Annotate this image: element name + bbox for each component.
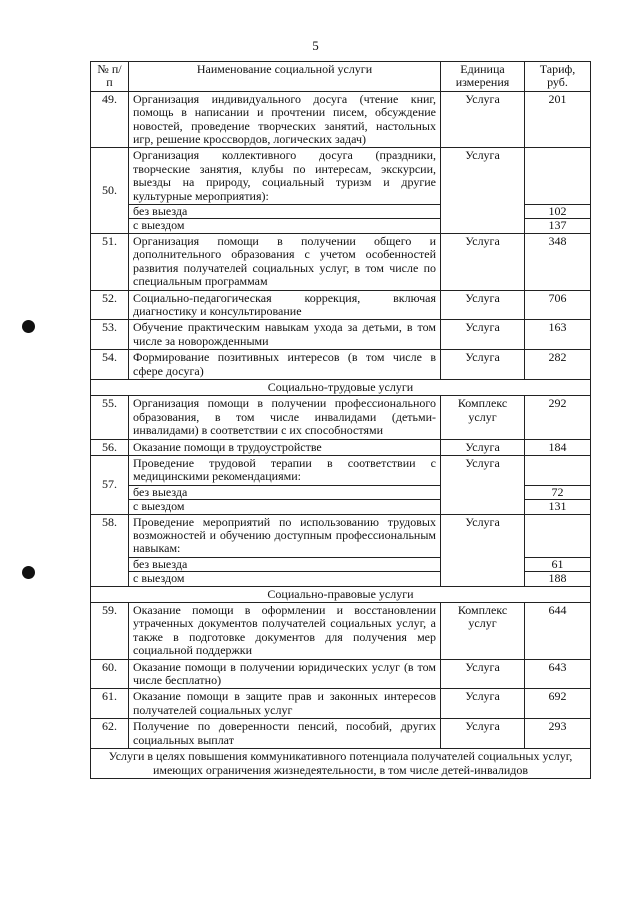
service-name: Получение по доверенности пенсий, пособий, других социальных выплат xyxy=(129,719,441,749)
table-row xyxy=(91,350,591,380)
service-name: Оказание помощи в оформлении и восстановлении утраченных документов получателей социальных услуг, а также в подготовке документов для получения мер социальной поддержки xyxy=(129,603,441,660)
row-num: 61. xyxy=(91,689,129,719)
service-tariff: 643 xyxy=(525,659,591,689)
table-row xyxy=(91,439,591,455)
variant-label: с выездом xyxy=(129,572,441,586)
service-unit: Услуга xyxy=(441,719,525,749)
row-num: 62. xyxy=(91,719,129,749)
row-num: 53. xyxy=(91,320,129,350)
variant-label: без выезда xyxy=(129,485,441,499)
service-name: Оказание помощи в получении юридических услуг (в том числе бесплатно) xyxy=(129,659,441,689)
page-number: 5 xyxy=(312,38,319,53)
service-tariff: 692 xyxy=(525,689,591,719)
service-unit: Услуга xyxy=(441,233,525,290)
service-tariff: 644 xyxy=(525,603,591,660)
service-unit: Услуга xyxy=(441,320,525,350)
service-name: Оказание помощи в защите прав и законных интересов получателей социальных услуг xyxy=(129,689,441,719)
service-unit: Комплекс услуг xyxy=(441,603,525,660)
row-num: 59. xyxy=(91,603,129,660)
service-tariff: 293 xyxy=(525,719,591,749)
row-num: 52. xyxy=(91,290,129,320)
table-row xyxy=(91,455,591,485)
service-tariff: 706 xyxy=(525,290,591,320)
service-tariff: 137 xyxy=(525,219,591,233)
table-row xyxy=(91,396,591,439)
row-num: 60. xyxy=(91,659,129,689)
row-num: 54. xyxy=(91,350,129,380)
service-unit: Услуга xyxy=(441,350,525,380)
service-tariff: 72 xyxy=(525,485,591,499)
variant-label: с выездом xyxy=(129,500,441,514)
row-num: 56. xyxy=(91,439,129,455)
service-tariff: 292 xyxy=(525,396,591,439)
section-title-legal: Социально-правовые услуги xyxy=(91,586,591,602)
table-row xyxy=(91,91,591,148)
header-num: № п/п xyxy=(91,62,129,92)
variant-label: без выезда xyxy=(129,205,441,219)
service-tariff: 131 xyxy=(525,500,591,514)
variant-label: без выезда xyxy=(129,557,441,571)
row-num: 55. xyxy=(91,396,129,439)
service-unit: Услуга xyxy=(441,91,525,148)
table-row xyxy=(91,719,591,749)
section-row xyxy=(91,586,591,602)
service-name: Проведение трудовой терапии в соответствии с медицинскими рекомендациями: xyxy=(129,455,441,485)
section-row xyxy=(91,379,591,395)
service-tariff: 348 xyxy=(525,233,591,290)
row-num: 57. xyxy=(91,455,129,514)
service-name: Организация коллективного досуга (праздники, творческие занятия, клубы по интересам, экскурсии, выезды на природу, социальный туризм и другие культурные мероприятия): xyxy=(129,148,441,205)
service-unit: Услуга xyxy=(441,689,525,719)
service-unit: Услуга xyxy=(441,439,525,455)
table-row xyxy=(91,320,591,350)
row-num: 50. xyxy=(91,148,129,233)
service-name: Организация индивидуального досуга (чтение книг, помощь в написании и прочтении писем, обсуждение новостей, проведение творческих занятий, настольных игр, решение кроссвордов, логических задач) xyxy=(129,91,441,148)
header-tariff: Тариф, руб. xyxy=(525,62,591,92)
service-unit: Услуга xyxy=(441,514,525,586)
service-unit: Услуга xyxy=(441,290,525,320)
service-tariff: 201 xyxy=(525,91,591,148)
service-tariff: 102 xyxy=(525,205,591,219)
service-unit: Услуга xyxy=(441,148,525,233)
section-row xyxy=(91,749,591,779)
section-title-labor: Социально-трудовые услуги xyxy=(91,379,591,395)
service-name: Организация помощи в получении общего и дополнительного образования с учетом особенностей развития получателей социальных услуг, в том числе по специальным программам xyxy=(129,233,441,290)
service-tariff: 61 xyxy=(525,557,591,571)
service-tariff: 184 xyxy=(525,439,591,455)
header-unit: Единица измерения xyxy=(441,62,525,92)
row-num: 51. xyxy=(91,233,129,290)
service-tariff: 282 xyxy=(525,350,591,380)
row-num: 49. xyxy=(91,91,129,148)
service-name: Организация помощи в получении профессионального образования, в том числе инвалидами (детьми-инвалидами) в соответствии с их способностями xyxy=(129,396,441,439)
variant-label: с выездом xyxy=(129,219,441,233)
service-name: Обучение практическим навыкам ухода за детьми, в том числе за новорожденными xyxy=(129,320,441,350)
section-title-communication: Услуги в целях повышения коммуникативного потенциала получателей социальных услуг, имеющих ограничения жизнедеятельности, в том числе детей-инвалидов xyxy=(91,749,591,779)
header-name: Наименование социальной услуги xyxy=(129,62,441,92)
service-tariff: 163 xyxy=(525,320,591,350)
services-tariff-table xyxy=(90,61,591,779)
service-name: Формирование позитивных интересов (в том числе в сфере досуга) xyxy=(129,350,441,380)
service-tariff: 188 xyxy=(525,572,591,586)
table-header-row xyxy=(91,62,591,92)
table-row xyxy=(91,659,591,689)
service-unit: Комплекс услуг xyxy=(441,396,525,439)
table-row xyxy=(91,689,591,719)
row-num: 58. xyxy=(91,514,129,586)
table-row xyxy=(91,290,591,320)
binder-hole xyxy=(22,566,35,579)
table-row xyxy=(91,514,591,557)
table-row xyxy=(91,603,591,660)
service-name: Оказание помощи в трудоустройстве xyxy=(129,439,441,455)
binder-hole xyxy=(22,320,35,333)
service-unit: Услуга xyxy=(441,455,525,514)
table-row xyxy=(91,233,591,290)
service-unit: Услуга xyxy=(441,659,525,689)
service-name: Проведение мероприятий по использованию трудовых возможностей и обучению доступным профессиональным навыкам: xyxy=(129,514,441,557)
service-name: Социально-педагогическая коррекция, включая диагностику и консультирование xyxy=(129,290,441,320)
table-row xyxy=(91,148,591,205)
